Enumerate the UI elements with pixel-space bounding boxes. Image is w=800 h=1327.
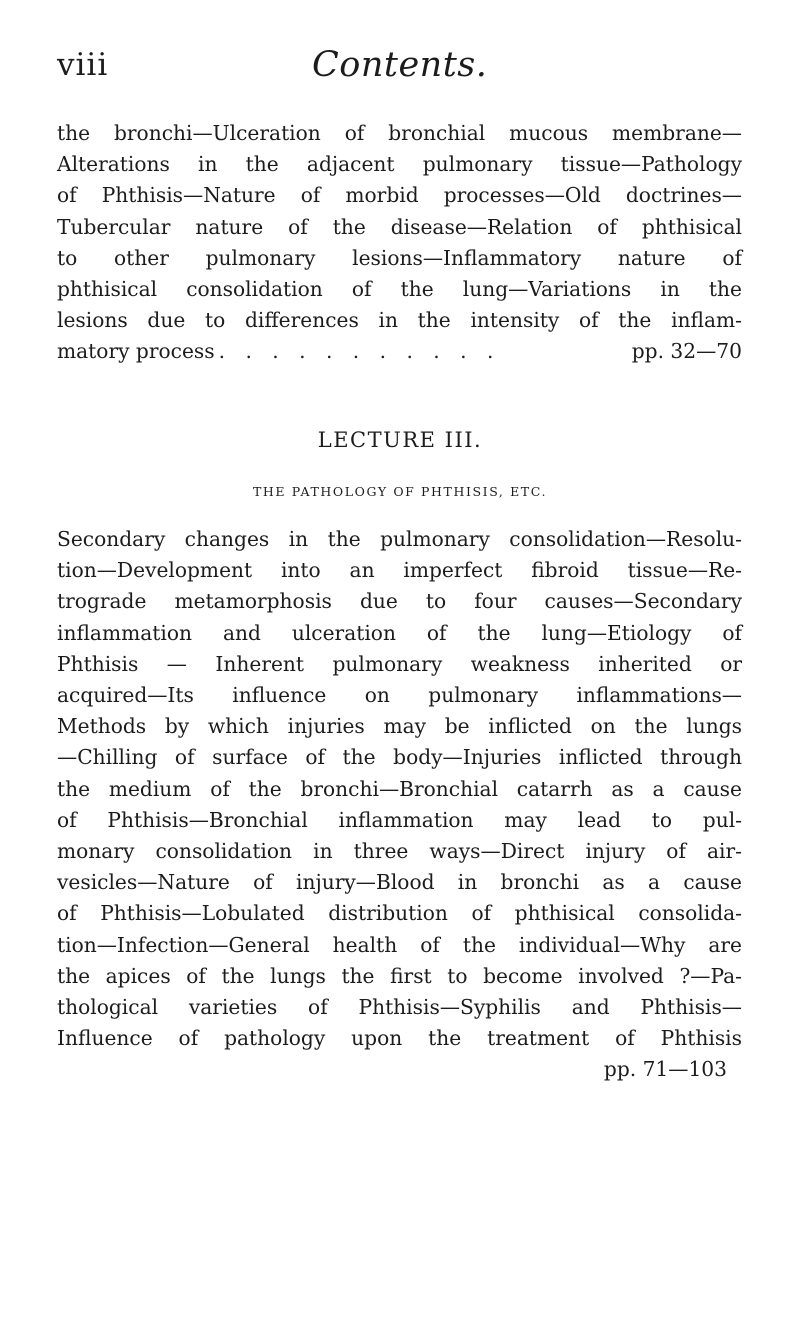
summary-line: trograde metamorphosis due to four causes—Secondary	[57, 589, 742, 614]
summary-line: —Chilling of surface of the body—Injuries inflicted through	[57, 745, 742, 770]
page-range: pp. 32—70	[631, 339, 742, 364]
summary-line: lesions due to differences in the intensity of the inflam-	[57, 308, 742, 333]
summary-line: inflammation and ulceration of the lung—Etiology of	[57, 620, 742, 645]
summary-line: Influence of pathology upon the treatment of Phthisis	[57, 1026, 742, 1051]
lecture-subheading: THE PATHOLOGY OF PHTHISIS, ETC.	[252, 484, 548, 499]
summary-line: Tubercular nature of the disease—Relation of phthisical	[57, 214, 742, 239]
summary-line: monary consolidation in three ways—Direct injury of air-	[57, 839, 742, 864]
summary-line: of Phthisis—Nature of morbid processes—Old doctrines—	[57, 183, 742, 208]
running-title: Contents.	[312, 45, 488, 85]
summary-line: Secondary changes in the pulmonary consolidation—Resolu-	[57, 527, 742, 551]
summary-line: tion—Development into an imperfect fibroid tissue—Re-	[57, 558, 742, 583]
summary-line: tion—Infection—General health of the individual—Why are	[57, 932, 742, 957]
summary-line: of Phthisis—Bronchial inflammation may lead to pul-	[57, 807, 742, 832]
summary-line: to other pulmonary lesions—Inflammatory nature of	[57, 245, 742, 270]
summary-line: Methods by which injuries may be inflicted on the lungs	[57, 714, 742, 739]
summary-line: of Phthisis—Lobulated distribution of phthisical consolida-	[57, 901, 742, 926]
summary-line: acquired—Its influence on pulmonary inflammations—	[57, 683, 742, 708]
lecture-iii-summary	[57, 524, 742, 1086]
page-number: viii	[57, 47, 109, 83]
lecture-ii-summary	[57, 118, 742, 368]
summary-line: phthisical consolidation of the lung—Variations in the	[57, 277, 742, 302]
lecture-heading: LECTURE III.	[317, 428, 483, 452]
summary-line: Phthisis — Inherent pulmonary weakness inherited or	[57, 651, 742, 676]
leader-dots: . . . . . . . . . . .	[218, 339, 501, 364]
summary-line: thological varieties of Phthisis—Syphilis and Phthisis—	[57, 995, 742, 1020]
page-range: pp. 71—103	[603, 1057, 727, 1082]
summary-line-end: matory process	[57, 339, 215, 364]
summary-line: the medium of the bronchi—Bronchial catarrh as a cause	[57, 776, 742, 801]
summary-line: the apices of the lungs the first to become involved ?—Pa-	[57, 963, 742, 988]
summary-line: vesicles—Nature of injury—Blood in bronchi as a cause	[57, 870, 742, 895]
summary-line: Alterations in the adjacent pulmonary tissue—Pathology	[57, 152, 742, 177]
summary-line: the bronchi—Ulceration of bronchial mucous membrane—	[57, 121, 742, 145]
summary-last-line	[57, 336, 742, 367]
